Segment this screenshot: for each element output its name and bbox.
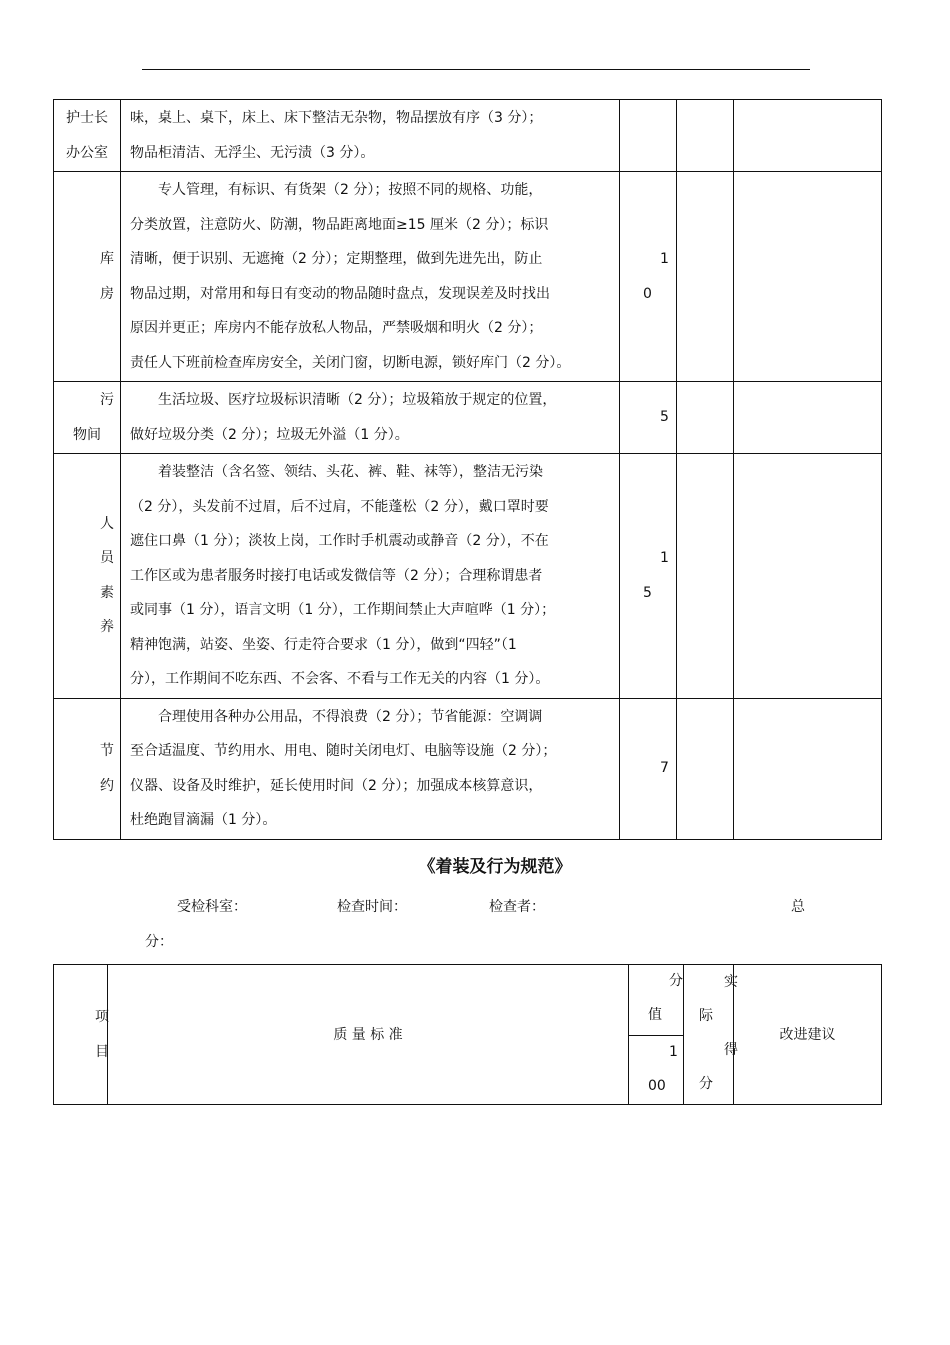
- category-line: 人: [100, 515, 114, 532]
- category-cell: [54, 172, 121, 382]
- category-line: 护士长: [66, 110, 108, 126]
- score-value-2: 00: [648, 1078, 666, 1094]
- category-line: 员: [100, 550, 114, 567]
- category-line: 房: [100, 285, 114, 302]
- total-label-suffix: 分：: [145, 934, 173, 950]
- criteria-line: 专人管理，有标识、有货架（2 分）；按照不同的规格、功能，: [158, 182, 543, 198]
- criteria-line: 物品柜清洁、无浮尘、无污渍（3 分）。: [130, 144, 375, 161]
- category-cell: [54, 382, 121, 454]
- score-cell: [620, 454, 677, 699]
- col-actual-2: 际: [699, 1007, 713, 1024]
- col-item: [54, 965, 108, 1105]
- col-actual: [684, 965, 738, 1105]
- criteria-line: 责任人下班前检查库房安全，关闭门窗，切断电源，锁好库门（2 分）。: [130, 354, 571, 371]
- table-row: [54, 100, 882, 172]
- criteria-line: 合理使用各种办公用品，不得浪费（2 分）；节省能源：空调调: [158, 708, 543, 725]
- criteria-line: 仪器、设备及时维护，延长使用时间（2 分）；加强成本核算意识，: [130, 777, 543, 794]
- category-line: 办公室: [66, 144, 108, 161]
- col-suggest: 改进建议: [734, 965, 882, 1105]
- criteria-line: 做好垃圾分类（2 分）；垃圾无外溢（1 分）。: [130, 426, 409, 443]
- col-score-2: 值: [648, 1007, 662, 1023]
- category-line: 库: [100, 251, 114, 267]
- criteria-line: 着装整洁（含名签、领结、头花、裤、鞋、袜等），整洁无污染: [158, 464, 543, 480]
- criteria-line: 清晰，便于识别、无遮掩（2 分）；定期整理，做到先进先出，防止: [130, 251, 543, 267]
- category-cell: [54, 698, 121, 839]
- category-line: 素: [100, 584, 114, 601]
- category-line: 约: [100, 777, 114, 794]
- time-label: 检查时间：: [337, 899, 407, 915]
- criteria-line: 物品过期，对常用和每日有变动的物品随时盘点，发现误差及时找出: [130, 285, 550, 302]
- col-item-2: 目: [95, 1043, 109, 1060]
- criteria-line: 分），工作期间不吃东西、不会客、不看与工作无关的内容（1 分）。: [130, 671, 550, 687]
- criteria-cell: [121, 698, 620, 839]
- col-actual-3: 得: [724, 1041, 738, 1058]
- category-line: 养: [100, 619, 114, 636]
- remark-cell: [734, 454, 882, 699]
- criteria-line: 精神饱满，站姿、坐姿、行走符合要求（1 分），做到“四轻”（1: [130, 636, 517, 653]
- score-line: 1: [660, 251, 669, 267]
- table-row: [54, 454, 882, 699]
- category-cell: [54, 454, 121, 699]
- table-row: [54, 382, 882, 454]
- score-line: 5: [643, 584, 652, 601]
- score-line: 0: [643, 285, 652, 302]
- dept-label: 受检科室：: [177, 899, 247, 915]
- criteria-line: 原因并更正；库房内不能存放私人物品，严禁吸烟和明火（2 分）；: [130, 320, 543, 336]
- criteria-line: 遮住口鼻（1 分）；淡妆上岗，工作时手机震动或静音（2 分），不在: [130, 533, 549, 549]
- table-row: [54, 698, 882, 839]
- actual-score-cell: [677, 100, 734, 172]
- criteria-line: 分类放置，注意防火、防潮，物品距离地面≥15 厘米（2 分）；标识: [130, 216, 549, 233]
- actual-score-cell: [677, 454, 734, 699]
- section-title: 《着装及行为规范》: [418, 857, 572, 877]
- standards-header-table: [53, 964, 882, 1105]
- score-line: 1: [660, 550, 669, 567]
- criteria-line: 至合适温度、节约用水、用电、随时关闭电灯、电脑等设施（2 分）；: [130, 743, 557, 759]
- criteria-line: 杜绝跑冒滴漏（1 分）。: [130, 812, 277, 828]
- header-rule: [142, 69, 810, 70]
- category-cell: [54, 100, 121, 172]
- remark-cell: [734, 172, 882, 382]
- col-score-1: 分: [669, 973, 683, 989]
- inspection-table: [53, 99, 882, 840]
- category-line: 节: [100, 743, 114, 759]
- actual-score-cell: [677, 172, 734, 382]
- category-line: 污: [100, 392, 114, 408]
- criteria-line: 味，桌上、桌下，床上、床下整洁无杂物，物品摆放有序（3 分）；: [130, 110, 543, 126]
- remark-cell: [734, 100, 882, 172]
- table-row: [54, 172, 882, 382]
- inspector-label: 检查者：: [489, 899, 545, 915]
- col-item-1: 项: [95, 1008, 109, 1025]
- criteria-line: 生活垃圾、医疗垃圾标识清晰（2 分）；垃圾箱放于规定的位置，: [158, 392, 557, 408]
- criteria-cell: [121, 100, 620, 172]
- score-value-1: 1: [669, 1044, 678, 1060]
- col-actual-4: 分: [699, 1075, 713, 1092]
- score-line: 7: [660, 760, 669, 777]
- col-actual-1: 实: [724, 973, 738, 990]
- remark-cell: [734, 382, 882, 454]
- criteria-line: （2 分），头发前不过眉，后不过肩，不能蓬松（2 分），戴口罩时要: [130, 498, 549, 515]
- criteria-line: 工作区或为患者服务时接打电话或发微信等（2 分）；合理称谓患者: [130, 567, 543, 584]
- score-cell: [620, 382, 677, 454]
- score-cell: [620, 172, 677, 382]
- score-line: 5: [660, 409, 669, 426]
- total-label: 总: [791, 899, 805, 915]
- score-cell: [620, 100, 677, 172]
- category-line: 物间: [73, 426, 101, 443]
- actual-score-cell: [677, 382, 734, 454]
- score-value-cell: [629, 1036, 684, 1105]
- criteria-cell: [121, 454, 620, 699]
- criteria-cell: [121, 382, 620, 454]
- col-score: [629, 965, 684, 1036]
- score-cell: [620, 698, 677, 839]
- remark-cell: [734, 698, 882, 839]
- actual-score-cell: [677, 698, 734, 839]
- col-standard: 质 量 标 准: [108, 965, 629, 1105]
- criteria-line: 或同事（1 分），语言文明（1 分），工作期间禁止大声喧哗（1 分）；: [130, 602, 556, 618]
- criteria-cell: [121, 172, 620, 382]
